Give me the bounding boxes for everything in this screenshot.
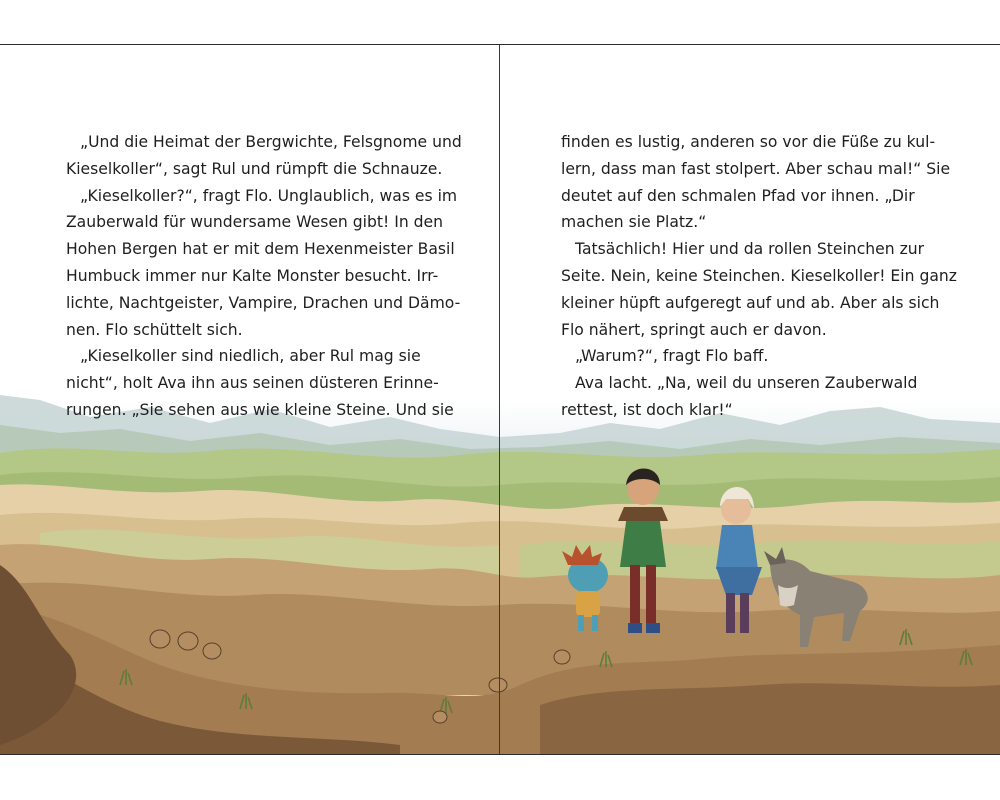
text-line: rettest, ist doch klar!“ xyxy=(561,400,733,419)
text-line: „Warum?“, fragt Flo baff. xyxy=(575,347,769,366)
book-spread xyxy=(0,44,1000,755)
text-line: „Kieselkoller sind niedlich, aber Rul mag sie xyxy=(80,347,421,366)
text-line: Flo nähert, springt auch er davon. xyxy=(561,320,827,339)
text-line: rungen. „Sie sehen aus wie kleine Steine. Und sie xyxy=(66,400,454,419)
text-line: machen sie Platz.“ xyxy=(561,213,707,232)
text-line: „Und die Heimat der Bergwichte, Felsgnome und xyxy=(80,133,462,151)
text-line: Hohen Bergen hat er mit dem Hexenmeister Basil xyxy=(66,240,455,259)
left-page-text xyxy=(66,129,462,424)
text-line: Humbuck immer nur Kalte Monster besucht. Irr- xyxy=(66,266,439,285)
text-line: Tatsächlich! Hier und da rollen Steinchen zur xyxy=(575,240,925,259)
text-line: nicht“, holt Ava ihn aus seinen düsteren Erinne- xyxy=(66,374,439,393)
text-line: lichte, Nachtgeister, Vampire, Drachen und Dämo- xyxy=(66,293,461,312)
text-line: Zauberwald für wundersame Wesen gibt! In den xyxy=(66,213,444,232)
text-line: „Kieselkoller?“, fragt Flo. Unglaublich, was es im xyxy=(80,186,458,205)
text-line: lern, dass man fast stolpert. Aber schau mal!“ Sie xyxy=(561,159,951,178)
text-line: Ava lacht. „Na, weil du unseren Zauberwald xyxy=(575,374,918,393)
text-line: finden es lustig, anderen so vor die Füße zu kul- xyxy=(561,133,936,151)
book-spine xyxy=(499,45,500,754)
right-page-text xyxy=(561,129,957,424)
text-line: deutet auf den schmalen Pfad vor ihnen. „Dir xyxy=(561,186,915,205)
text-line: nen. Flo schüttelt sich. xyxy=(66,320,243,339)
text-line: Kieselkoller“, sagt Rul und rümpft die Schnauze. xyxy=(66,159,443,178)
text-line: kleiner hüpft aufgeregt auf und ab. Aber als sich xyxy=(561,293,940,312)
text-line: Seite. Nein, keine Steinchen. Kieselkoller! Ein ganz xyxy=(561,266,957,285)
